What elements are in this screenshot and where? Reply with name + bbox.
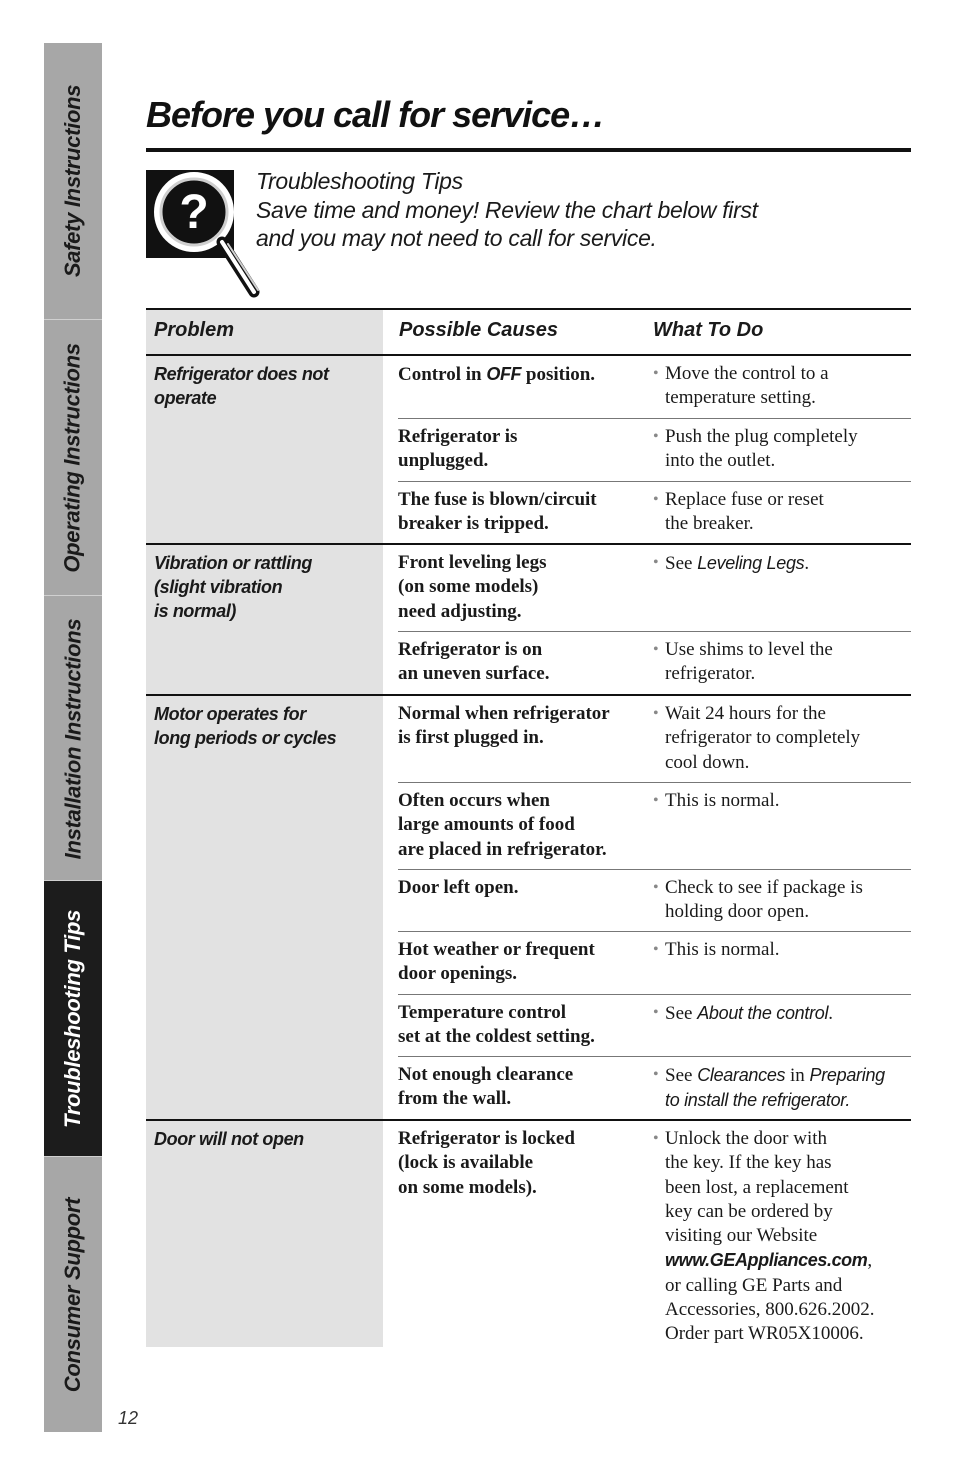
problem-group [146,545,911,696]
tab-troubleshooting-tips[interactable] [44,880,102,1157]
action-cell: • See About the control. [653,1001,911,1056]
problem-cell [146,696,383,1119]
bullet-icon: • [653,705,659,722]
action-cell: • Wait 24 hours for the refrigerator to completely cool down. [653,702,911,782]
header-problem-cell [146,310,383,354]
problem-text: Door will not open [154,1129,304,1149]
problem-cell [146,356,383,543]
intro-line: Save time and money! Review the chart below first [256,196,758,223]
tab-installation-instructions[interactable] [44,595,102,881]
cause-cell: The fuse is blown/circuit breaker is tripped. [398,489,597,535]
bullet-icon: • [653,1004,659,1021]
cause-cell: Front leveling legs (on some models) need adjusting. [398,552,547,622]
bullet-icon: • [653,941,659,958]
problem-text: Refrigerator does not [154,364,329,384]
magnifier-question-icon [146,170,261,300]
cause-cell: Normal when refrigerator is first plugged in. [398,703,610,749]
header-what-to-do: What To Do [653,319,764,341]
table-row [398,481,911,543]
problem-text: (slight vibration [154,577,283,597]
tab-label: Troubleshooting Tips [60,909,86,1129]
table-row [398,631,911,694]
action-cell: • This is normal. [653,938,911,994]
bullet-icon: • [653,491,659,508]
cause-cell: Hot weather or frequent door openings. [398,939,595,985]
page-number: 12 [118,1408,139,1428]
table-row [398,418,911,481]
table-row [398,1056,911,1119]
table-row [398,1121,911,1347]
action-cell: • See Clearances in Preparing to install the refrigerator. [653,1063,911,1119]
action-cell: • See Leveling Legs. [653,551,911,631]
page-title: Before you call for service… [146,94,605,135]
cause-cell: Refrigerator is locked (lock is available on some models). [398,1128,575,1198]
cause-cell: Often occurs when large amounts of food are placed in refrigerator. [398,790,607,860]
problem-group [146,696,911,1121]
action-cell: • Replace fuse or reset the breaker. [653,488,911,543]
cause-cell: Door left open. [398,877,519,898]
table-row [398,696,911,782]
bullet-icon: • [653,365,659,382]
tab-safety-instructions[interactable] [44,43,102,319]
table-row [398,869,911,931]
action-cell: • Use shims to level the refrigerator. [653,638,911,694]
problem-cell [146,545,383,694]
bullet-icon: • [653,879,659,896]
table-header [146,308,911,356]
problem-text: operate [154,388,217,408]
troubleshooting-table [146,308,911,1347]
tab-label: Installation Instructions [60,618,86,859]
intro-line: and you may not need to call for service. [256,225,657,251]
header-problem: Problem [154,319,235,341]
svg-text:?: ? [179,186,209,239]
bullet-icon: • [653,428,659,445]
problem-text: Vibration or rattling [154,553,312,573]
cause-cell: Not enough clearance from the wall. [398,1064,574,1110]
header-possible-causes: Possible Causes [399,319,558,341]
cause-cell: Control in OFF position. [398,364,596,385]
tab-label: Safety Instructions [60,84,85,278]
bullet-icon: • [653,641,659,658]
table-row [398,782,911,869]
bullet-icon: • [653,792,659,809]
cause-cell: Refrigerator is unplugged. [398,426,518,472]
table-row [398,931,911,994]
problem-cell [146,1121,383,1347]
action-cell: • Push the plug completely into the outlet. [653,425,911,481]
action-cell: • Check to see if package is holding door open. [653,876,911,931]
tab-label: Consumer Support [60,1197,85,1392]
section-tabs [44,43,102,1431]
website-link[interactable]: www.GEAppliances.com [665,1250,868,1271]
action-cell: • Move the control to a temperature setting. [653,362,911,418]
problem-group [146,1121,911,1347]
cause-cell: Temperature control set at the coldest setting. [398,1002,595,1048]
problem-text: is normal) [154,601,237,621]
tab-consumer-support[interactable] [44,1156,102,1432]
intro-text [256,167,856,253]
table-row [398,994,911,1056]
bullet-icon: • [653,1130,659,1147]
title-rule [146,148,911,152]
problem-group [146,356,911,545]
problem-text: Motor operates for [154,704,306,724]
action-cell: • Unlock the door with the key. If the key has been lost, a replacement key can be ordered by visiting our Website www.GEAppliances.com, or calling GE Parts and Accessories, 800.626.2002. Order part WR05X10006. [653,1127,911,1347]
table-row [398,356,911,418]
bullet-icon: • [653,554,659,571]
bullet-icon: • [653,1066,659,1083]
table-row [398,545,911,631]
action-cell: • This is normal. [653,789,911,869]
tab-operating-instructions[interactable] [44,319,102,596]
problem-text: long periods or cycles [154,728,337,748]
intro-heading: Troubleshooting Tips [256,168,463,194]
tab-label: Operating Instructions [60,343,85,573]
cause-cell: Refrigerator is on an uneven surface. [398,639,550,685]
